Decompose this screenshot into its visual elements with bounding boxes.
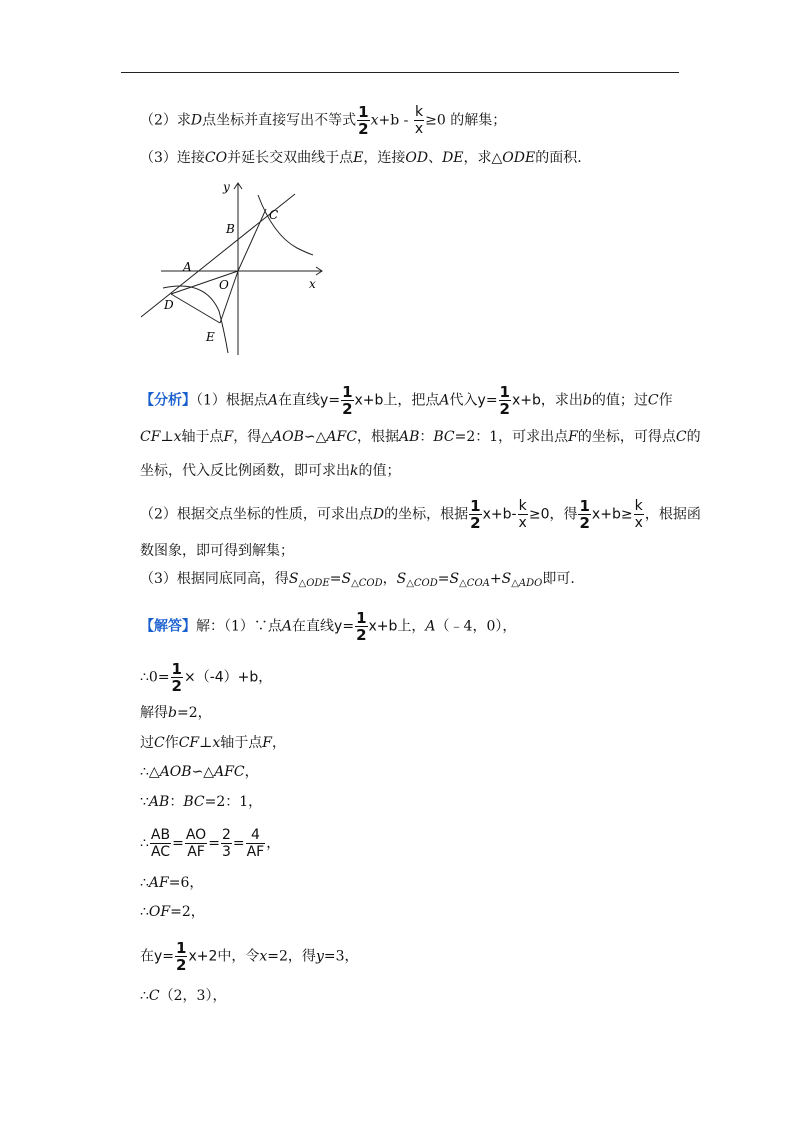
math-symbol: D [372,506,385,523]
text-run: 代入 [449,392,478,409]
label-x: x [309,277,316,291]
text-run: （﹣4，0）， [435,618,517,635]
text-run: ， [244,764,259,780]
text-run: 轴于点 [181,429,224,445]
fraction [634,498,644,531]
math-symbol: F [262,735,272,751]
text-run: ∴ [140,875,149,891]
text-run: ×（-4）+b， [183,669,273,686]
math-symbol: C [154,735,165,751]
text-run: = [172,835,184,852]
fraction-numerator: 1 [356,609,367,627]
text-run: ， [266,835,281,852]
math-symbol: CF [178,735,200,751]
text-run: 的值； [358,463,401,479]
math-symbol: C [647,392,659,409]
math-symbol: AB [398,429,420,445]
math-symbol: AF [148,875,169,891]
fraction [175,940,187,973]
text-run: x+b，求出 [511,392,583,409]
text-run: 坐标，代入反比例函数，即可求出 [140,463,350,479]
subscript: △ODE [298,578,330,589]
fraction-denominator: 2 [470,514,481,532]
math-symbol: x [212,735,221,751]
math-symbol: OD [405,150,429,166]
text-run: x+b- [482,506,517,523]
subscript: △ADO [511,578,543,589]
text-run: - [399,112,413,129]
math-symbol: AOB [272,429,304,445]
fraction [414,104,424,137]
math-symbol: A [425,618,436,635]
fraction-denominator: 2 [171,677,182,695]
text-run: 在直线 [292,618,335,635]
label-y: y [223,180,230,194]
math-symbol: y [315,948,324,965]
function-graph-figure [135,175,335,360]
analysis-line-6 [140,569,575,594]
fraction-denominator: 2 [579,514,590,532]
fraction-numerator: 1 [579,497,590,515]
text-run: ⊥ [160,429,174,445]
text-run: = [437,571,450,587]
answer-line-6 [140,792,262,812]
fraction-numerator: 4 [250,827,260,843]
segment-de [171,294,220,323]
text-run: ∽△ [303,429,327,445]
analysis-line-2 [140,427,701,447]
text-run: （3）根据同底同高，得 [140,571,289,587]
text-run: 的坐标，可得点 [577,429,676,445]
text-run: 并延长交双曲线于点 [227,150,354,166]
math-symbol: F [223,429,234,445]
answer-line-5 [140,762,259,782]
answer-tag: 【解答】 [140,618,196,635]
fraction-numerator: 1 [176,939,187,957]
fraction-numerator: 1 [499,383,510,401]
math-symbol: b [582,392,592,409]
text-run: +b [378,112,400,129]
text-run: ⊥ [199,735,213,751]
fraction-numerator: 1 [342,383,353,401]
answer-line-11 [140,986,226,1006]
fraction [578,498,590,531]
answer-line-8 [140,873,203,893]
math-symbol: C [675,429,687,445]
analysis-line-3 [140,461,400,481]
question-2 [140,104,506,137]
text-run: ∽△ [191,764,215,780]
answer-line-1 [140,610,516,643]
fraction-denominator: x [414,121,424,137]
text-run: 作 [164,735,179,751]
label-c: C [269,208,279,222]
fraction-numerator: 2 [221,827,231,843]
fraction-denominator: 2 [356,626,367,644]
text-run: 的面积. [535,150,582,166]
text-run: （1）根据点 [196,392,268,409]
label-b: B [226,222,235,236]
text-run: （2）根据交点坐标的性质，可求出点 [140,506,373,523]
math-symbol: S [449,571,460,587]
fraction-denominator: 2 [342,400,353,418]
fraction-denominator: 3 [221,844,231,860]
math-symbol: S [501,571,512,587]
subscript: △COD [351,578,383,589]
subscript: △COD [406,578,438,589]
label-d: D [164,298,174,312]
text-run: = [232,835,245,852]
math-symbol: CF [140,429,161,445]
math-symbol: ODE [502,150,536,166]
math-symbol: S [288,571,299,587]
text-run: ≥0 的解集； [425,112,507,129]
math-symbol: x [370,112,379,129]
fraction-denominator: 2 [176,956,187,974]
math-symbol: AFC [214,764,245,780]
text-run: x+b上， [368,618,426,635]
text-run: =2，得 [267,948,316,965]
fraction [341,384,353,417]
fraction [355,610,367,643]
text-run: （2，3）， [159,988,227,1004]
text-run: 解得 [140,705,168,721]
text-run: （3）连接 [140,150,205,166]
fraction [221,827,232,860]
text-run: （2）求 [140,112,191,129]
fraction-numerator: 1 [358,103,369,121]
fraction-numerator: k [518,498,527,514]
math-symbol: x [259,948,268,965]
math-symbol: E [353,150,364,166]
text-run: y= [154,948,175,965]
text-run: y= [334,618,355,635]
subscript: △COA [459,578,490,589]
text-run: + [489,571,502,587]
text-run: 作 [658,392,673,409]
text-run: 即可. [542,571,575,587]
fraction [357,104,369,137]
text-run: 在 [140,948,154,965]
analysis-line-5 [140,541,294,561]
math-symbol: x [173,429,182,445]
text-run: y= [320,392,341,409]
fraction [246,827,266,860]
text-run: ，求△ [463,150,503,166]
text-run: 数图象，即可得到解集； [140,543,294,559]
text-run: 、 [428,150,443,166]
math-symbol: F [568,429,578,445]
text-run: 在直线 [278,392,321,409]
text-run: ： [169,794,184,810]
text-run: 的 [686,429,701,445]
answer-line-7 [140,827,280,860]
math-symbol: DE [442,150,464,166]
text-run: x+b≥ [591,506,633,523]
math-symbol: A [281,618,293,635]
text-run: ， [382,571,397,587]
text-run: x+2中，令 [188,948,260,965]
fraction [171,661,183,694]
text-run: ∵ [140,794,149,810]
fraction-denominator: 2 [499,400,510,418]
text-run: 点坐标并直接写出不等式 [202,112,357,129]
segment-oc [238,209,266,271]
fraction-numerator: AB [150,827,171,843]
math-symbol: AOB [159,764,192,780]
text-run: =2：1， [204,794,263,810]
header-rule [121,72,679,73]
text-run: ≥0，得 [528,506,578,523]
fraction-numerator: k [634,498,643,514]
answer-line-9 [140,902,205,922]
text-run: ， [271,735,286,751]
math-symbol: OF [148,904,171,920]
answer-line-4 [140,733,286,753]
math-symbol: A [439,392,450,409]
text-run: =2， [170,904,205,920]
fraction-numerator: AO [185,827,207,843]
fraction-numerator: 1 [171,660,182,678]
math-symbol: BC [183,794,205,810]
text-run: 轴于点 [220,735,263,751]
fraction-denominator: 2 [358,120,369,138]
answer-line-10 [140,940,359,973]
text-run: = [208,835,220,852]
fraction [185,827,207,860]
math-symbol: BC [433,429,455,445]
math-symbol: A [267,392,279,409]
math-symbol: C [148,988,160,1004]
fraction-numerator: 1 [470,497,481,515]
text-run: ： [419,429,434,445]
text-run: ∴ [140,835,149,852]
fraction-numerator: k [414,104,424,120]
text-run: ∴ [140,988,149,1004]
text-run: =3， [323,948,359,965]
analysis-tag: 【分析】 [140,392,196,409]
text-run: ，根据 [356,429,399,445]
text-run: 解：（1）∵点 [196,618,282,635]
text-run: ，根据函 [644,506,701,523]
math-symbol: S [396,571,407,587]
fraction [518,498,528,531]
math-symbol: k [350,463,359,479]
fraction [469,498,481,531]
hyperbola-branch-1 [258,195,313,255]
fraction [150,827,171,860]
text-run: ，得△ [233,429,273,445]
fraction [499,384,511,417]
text-run: 过 [140,735,154,751]
text-run: =6， [168,875,204,891]
math-symbol: AFC [326,429,357,445]
fraction-denominator: AF [246,844,265,860]
text-run: ，连接 [363,150,406,166]
hyperbola-branch-2 [163,286,228,353]
text-run: ∴0= [140,669,170,686]
label-a: A [183,260,192,274]
text-run: ∴ [140,904,149,920]
text-run: 的坐标，根据 [384,506,469,523]
math-symbol: b [168,705,177,721]
text-run: =2， [176,705,212,721]
analysis-line-1 [140,384,673,417]
fraction-denominator: AC [150,844,171,860]
analysis-line-4 [140,498,701,531]
answer-line-3 [140,703,212,723]
text-run: = [329,571,342,587]
math-symbol: AB [148,794,170,810]
label-o: O [219,278,229,292]
fraction-denominator: AF [185,843,207,860]
text-run: ∴△ [140,764,160,780]
answer-line-2 [140,661,272,694]
math-symbol: D [190,112,203,129]
label-e: E [206,330,215,344]
math-symbol: CO [204,150,228,166]
fraction-denominator: x [518,515,527,531]
fraction-denominator: x [634,515,643,531]
text-run: y= [477,392,498,409]
text-run: =2：1，可求出点 [454,429,569,445]
text-run: x+b上，把点 [354,392,440,409]
math-symbol: S [341,571,352,587]
text-run: 的值；过 [591,392,648,409]
question-3 [140,148,582,168]
